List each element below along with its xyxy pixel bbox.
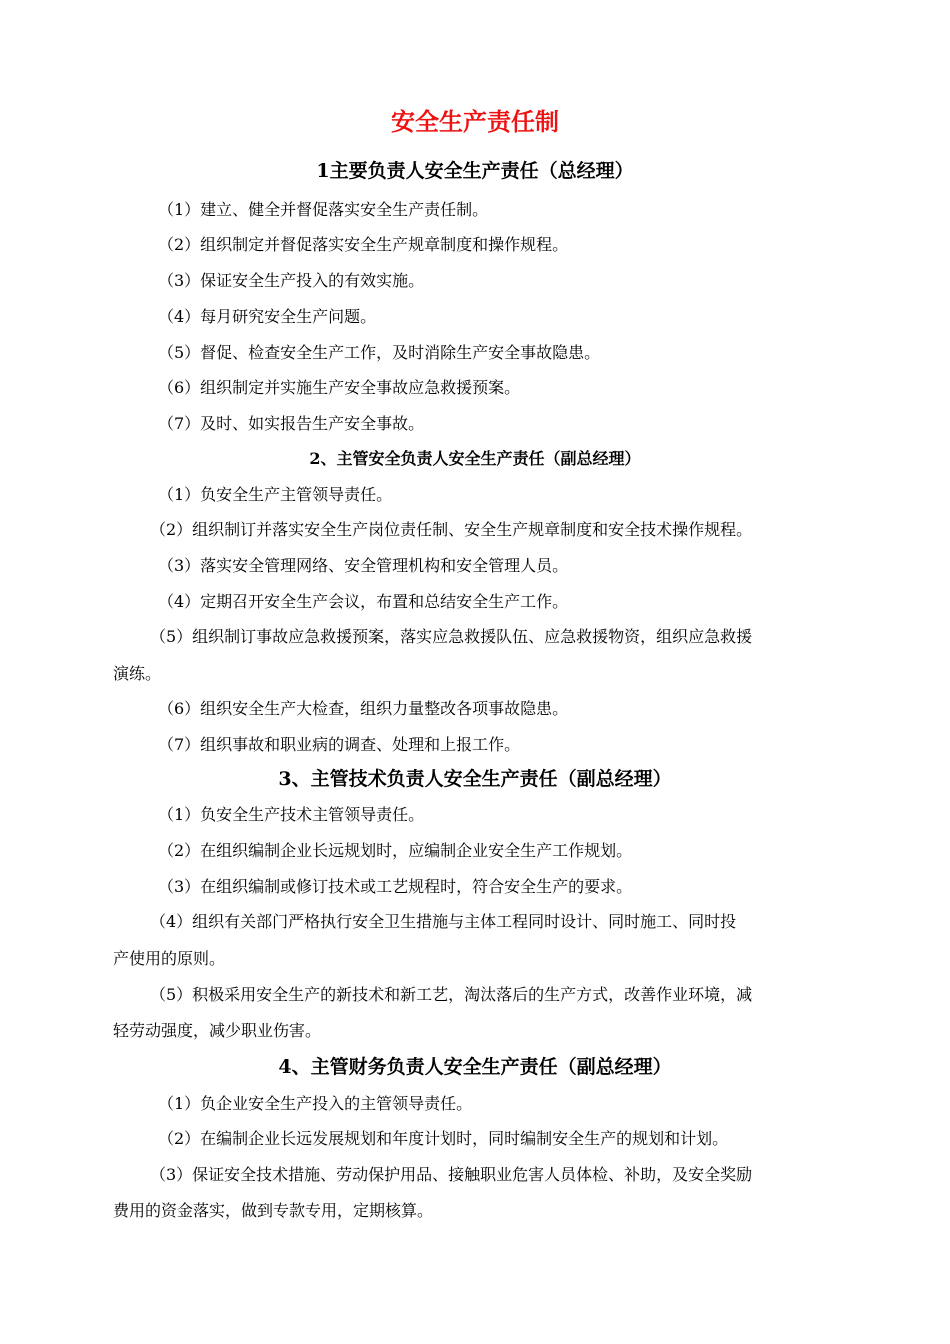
- section-4-item-3-cont: 费用的资金落实，做到专款专用，定期核算。: [113, 1201, 434, 1220]
- section-2-item-7: （7）组织事故和职业病的调查、处理和上报工作。: [158, 735, 521, 754]
- section-3-item-2: （2）在组织编制企业长远规划时，应编制企业安全生产工作规划。: [158, 841, 633, 860]
- section-4-item-3: （3）保证安全技术措施、劳动保护用品、接触职业危害人员体检、补助，及安全奖励: [150, 1165, 753, 1184]
- section-2-item-2: （2）组织制订并落实安全生产岗位责任制、安全生产规章制度和安全技术操作规程。: [150, 520, 753, 539]
- section-1-item-7: （7）及时、如实报告生产安全事故。: [158, 414, 425, 433]
- section-1-item-2: （2）组织制定并督促落实安全生产规章制度和操作规程。: [158, 235, 569, 254]
- section-1-item-3: （3）保证安全生产投入的有效实施。: [158, 271, 425, 290]
- section-4-item-1: （1）负企业安全生产投入的主管领导责任。: [158, 1094, 473, 1113]
- section-3-item-5: （5）积极采用安全生产的新技术和新工艺，淘汰落后的生产方式，改善作业环境，减: [150, 985, 753, 1004]
- section-1-item-1: （1）建立、健全并督促落实安全生产责任制。: [158, 200, 489, 219]
- section-1-item-6: （6）组织制定并实施生产安全事故应急救援预案。: [158, 378, 521, 397]
- section-2-item-1: （1）负安全生产主管领导责任。: [158, 485, 393, 504]
- section-3-item-4-cont: 产使用的原则。: [113, 949, 226, 968]
- section-3-item-4: （4）组织有关部门严格执行安全卫生措施与主体工程同时设计、同时施工、同时投: [150, 912, 737, 931]
- section-2-item-6: （6）组织安全生产大检查，组织力量整改各项事故隐患。: [158, 699, 569, 718]
- section-3-heading: 3、主管技术负责人安全生产责任（副总经理）: [278, 768, 672, 790]
- section-3-item-3: （3）在组织编制或修订技术或工艺规程时，符合安全生产的要求。: [158, 877, 633, 896]
- section-2-heading: 2、主管安全负责人安全生产责任（副总经理）: [309, 449, 641, 468]
- section-2-item-5-cont: 演练。: [113, 664, 162, 683]
- document-title: 安全生产责任制: [391, 107, 559, 136]
- section-4-heading: 4、主管财务负责人安全生产责任（副总经理）: [278, 1056, 672, 1078]
- section-4-item-2: （2）在编制企业长远发展规划和年度计划时，同时编制安全生产的规划和计划。: [158, 1129, 729, 1148]
- section-1-item-4: （4）每月研究安全生产问题。: [158, 307, 377, 326]
- section-2-item-3: （3）落实安全管理网络、安全管理机构和安全管理人员。: [158, 556, 569, 575]
- section-2-item-4: （4）定期召开安全生产会议，布置和总结安全生产工作。: [158, 592, 569, 611]
- section-3-item-5-cont: 轻劳动强度，减少职业伤害。: [113, 1021, 322, 1040]
- section-2-item-5: （5）组织制订事故应急救援预案，落实应急救援队伍、应急救援物资，组织应急救援: [150, 627, 753, 646]
- section-1-item-5: （5）督促、检查安全生产工作，及时消除生产安全事故隐患。: [158, 343, 601, 362]
- section-3-item-1: （1）负安全生产技术主管领导责任。: [158, 805, 425, 824]
- section-1-heading: 1主要负责人安全生产责任（总经理）: [316, 160, 634, 182]
